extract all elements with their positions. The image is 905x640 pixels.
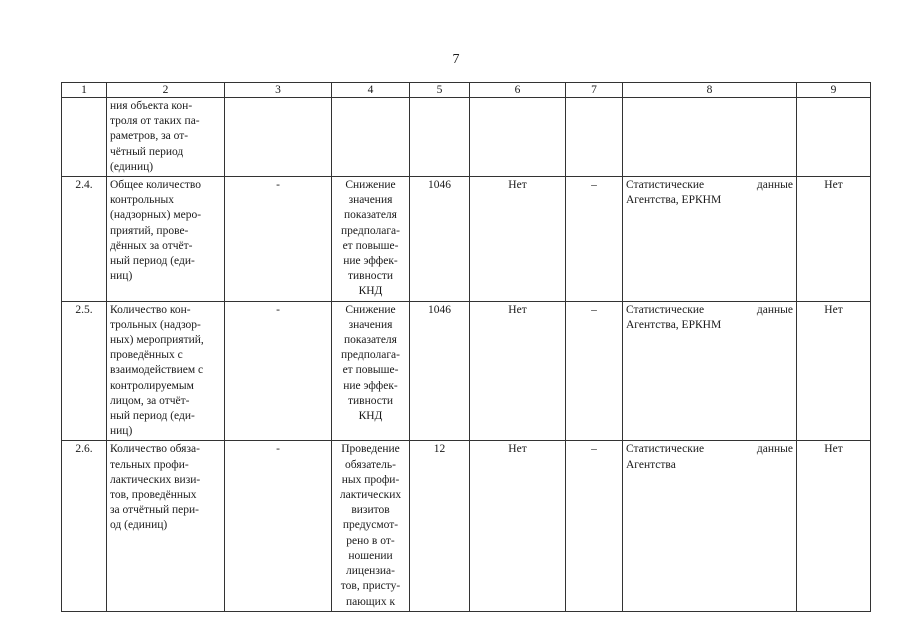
source-word: данные	[756, 443, 793, 456]
source-word: данные	[756, 179, 793, 192]
table-row	[62, 177, 871, 302]
source-rest: Агентства, ЕРКНМ	[626, 194, 722, 207]
col7-value: –	[566, 177, 623, 302]
col7-value: –	[566, 441, 623, 611]
indicator-value: 12	[410, 441, 470, 611]
continuation-row	[62, 98, 871, 177]
indicator-name-cell	[107, 301, 225, 441]
table-row	[62, 301, 871, 441]
column-number: 1	[62, 83, 107, 98]
source-first-line	[626, 442, 793, 457]
column-number: 5	[410, 83, 470, 98]
table-cell	[566, 98, 623, 177]
column-number: 9	[797, 83, 871, 98]
col3-value: -	[225, 177, 332, 302]
source-cell	[623, 441, 797, 611]
source-first-line	[626, 303, 793, 318]
table-cell	[470, 98, 566, 177]
indicator-name: Количество кон- трольных (надзор- ных) мероприятий, проведённых с взаимодействием с контролируемым лицом, за отчёт- ный период (еди- ниц)	[110, 303, 204, 438]
source-cell	[623, 301, 797, 441]
indicator-name: ния объекта кон- троля от таких па- раметров, за от- чётный период (единиц)	[110, 100, 200, 173]
indicator-value: 1046	[410, 301, 470, 441]
indicators-table	[61, 82, 871, 612]
direction-cell	[332, 441, 410, 611]
table-row	[62, 441, 871, 611]
indicator-value: 1046	[410, 177, 470, 302]
indicator-name: Количество обяза- тельных профи- лактических визи- тов, проведённых за отчётный пери- од (единиц)	[110, 443, 201, 532]
col9-value: Нет	[797, 441, 871, 611]
source-cell	[623, 177, 797, 302]
source-first-line	[626, 178, 793, 193]
column-number: 7	[566, 83, 623, 98]
source-word: Статистические	[626, 443, 705, 456]
source-word: Статистические	[626, 179, 705, 192]
column-number: 3	[225, 83, 332, 98]
direction-cell	[332, 301, 410, 441]
row-number: 2.6.	[62, 441, 107, 611]
col9-value: Нет	[797, 177, 871, 302]
direction-text: Снижение значения показателя предполага- ет повыше- ние эффек- тивности КНД	[341, 179, 400, 298]
source-rest: Агентства	[626, 458, 676, 471]
source-word: Статистические	[626, 303, 705, 316]
row-number: 2.5.	[62, 301, 107, 441]
col9-value: Нет	[797, 301, 871, 441]
table-cell	[623, 98, 797, 177]
row-number-cell	[62, 98, 107, 177]
page-number: 7	[452, 52, 460, 67]
col6-value: Нет	[470, 177, 566, 302]
direction-text: Проведение обязатель- ных профи- лактических визитов предусмот- рено в от- ношении лицензиа- тов, присту- пающих к	[339, 443, 402, 608]
table-cell	[410, 98, 470, 177]
col6-value: Нет	[470, 301, 566, 441]
row-number: 2.4.	[62, 177, 107, 302]
source-word: данные	[756, 303, 793, 316]
col7-value: –	[566, 301, 623, 441]
column-number: 8	[623, 83, 797, 98]
column-number: 4	[332, 83, 410, 98]
table-cell	[332, 98, 410, 177]
column-number-row	[62, 83, 871, 98]
source-rest: Агентства, ЕРКНМ	[626, 318, 722, 331]
column-number: 2	[107, 83, 225, 98]
col3-value: -	[225, 441, 332, 611]
column-number: 6	[470, 83, 566, 98]
direction-cell	[332, 177, 410, 302]
indicator-name-cell	[107, 98, 225, 177]
table-cell	[225, 98, 332, 177]
indicator-name-cell	[107, 177, 225, 302]
table-cell	[797, 98, 871, 177]
col3-value: -	[225, 301, 332, 441]
col6-value: Нет	[470, 441, 566, 611]
indicator-name: Общее количество контрольных (надзорных) меро- приятий, прове- дённых за отчёт- ный период (еди- ниц)	[110, 179, 202, 283]
direction-text: Снижение значения показателя предполага- ет повыше- ние эффек- тивности КНД	[341, 303, 400, 423]
indicator-name-cell	[107, 441, 225, 611]
